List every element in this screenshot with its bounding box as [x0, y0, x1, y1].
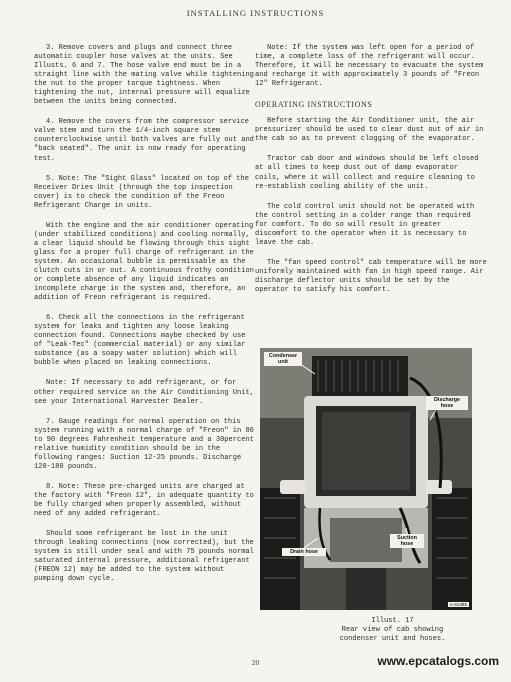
paragraph: 8. Note: These pre-charged units are charged at the factory with "Freon 12", in adequate quantity to be fully charged when properly assembled, without need of any added refrigerant.	[34, 482, 254, 519]
paragraph: 7. Gauge readings for normal operation on this system running with a normal charge of "Freon" in 80 to 90 degrees Fahrenheit temperature and a 30percent relative humidity condition should be in the following ranges: Suction 12-25 pounds. Discharge 120-180 pounds.	[34, 417, 254, 471]
paragraph: With the engine and the air conditioner operating (under stabilized conditions) and cooling normally, a clear liquid should be flowing through this sight glass for a proper full charge of refrigerant in the system. An occasional bubble is permissable as the clutch cuts in or out. A continuous frothy condition or complete absence of any liquid indicates an incomplete charge in the system and, therefore, an addition of Freon refrigerant is required.	[34, 221, 254, 303]
left-column	[34, 44, 256, 595]
paragraph: 5. Note: The "Sight Glass" located on top of the Receiver Dries Unit (through the top inspection cover) is to check the condition of the Freon Refrigerant Charge in units.	[34, 174, 249, 210]
paragraph: The "fan speed control" cab temperature will be more uniformly maintained with fan in high speed range. Air discharge deflector units should be set by the operator to satisfy his comfort.	[255, 258, 487, 294]
page-title: INSTALLING INSTRUCTIONS	[186, 8, 325, 18]
photo-drawing	[260, 348, 472, 610]
caption-line: condenser unit and hoses.	[339, 635, 446, 643]
discharge-hose-label: Discharge hose	[426, 396, 468, 410]
drain-hose-label: Drain hose	[282, 548, 326, 556]
paragraph: 4. Remove the covers from the compressor service valve stem and turn the 1/4-inch square stem counterclockwise until both valves are fully out and "back seated". The unit is now ready for operating test.	[34, 118, 254, 163]
right-wheel	[432, 488, 472, 610]
tractor-cab-photo	[260, 348, 472, 610]
caption-line: Rear view of cab showing	[341, 626, 444, 634]
note-paragraph: Note: If the system was left open for a period of time, a complete loss of the refrigerant will occur. Therefore, it will be necessary to evacuate the system and recharge it with approximately 3 pounds of "Freon 12" Refrigerant.	[255, 44, 484, 89]
paragraph: 6. Check all the connections in the refrigerant system for leaks and tighten any loose leaking connection found. Connections maybe checked by use of "Leak-Tec" (commercial material) or any similar substance (as a soapy water solution) which will bubble when placed on leaking connections.	[34, 314, 246, 368]
condenser-label: Condenser unit	[264, 352, 302, 366]
paragraph: Note: If necessary to add refrigerant, or for other required service on the Air Conditioning Unit, see your International Harvester Dealer.	[34, 379, 254, 406]
right-column	[255, 44, 487, 306]
paragraph: 3. Remove covers and plugs and connect three automatic coupler hose valves at the units. See Illusts. 6 and 7. The hose valve end must be in a straight line with the mating valve while tightening the nut to the proper torque tightness. When tightening the nut, internal pressure will equalize between the units being connected.	[34, 44, 254, 107]
paragraph: Tractor cab door and windows should be left closed at all times to keep dust out of damp evaporator coils, where it will collect and require cleaning to re-establish cooling ability of the unit.	[255, 155, 479, 191]
figure-caption	[300, 617, 485, 644]
paragraph: The cold control unit should not be operated with the control setting in a colder range than required for comfort. To do so will result in greater discomfort to the operator when it is necessary to leave the cab.	[255, 202, 475, 247]
paragraph: Before starting the Air Conditioner unit, the air pressurizer should be used to clear dust out of air in the cab so as to prevent clogging of the evaporator.	[255, 117, 484, 144]
caption-line: Illust. 17	[371, 617, 414, 625]
paragraph: Should some refrigerant be lost in the unit through leaking connections (now corrected), but the system is still under seal and with 75 pounds normal saturated internal pressure, additional refrigerant (FREON 12) may be added to the system without pumping down cycle.	[34, 530, 254, 584]
photo-code: A-91385	[449, 602, 467, 607]
page-number: 20	[251, 658, 260, 667]
watermark: www.epcatalogs.com	[377, 654, 499, 668]
suction-hose-label: Suction hose	[390, 534, 424, 548]
section-heading: OPERATING INSTRUCTIONS	[255, 100, 373, 110]
